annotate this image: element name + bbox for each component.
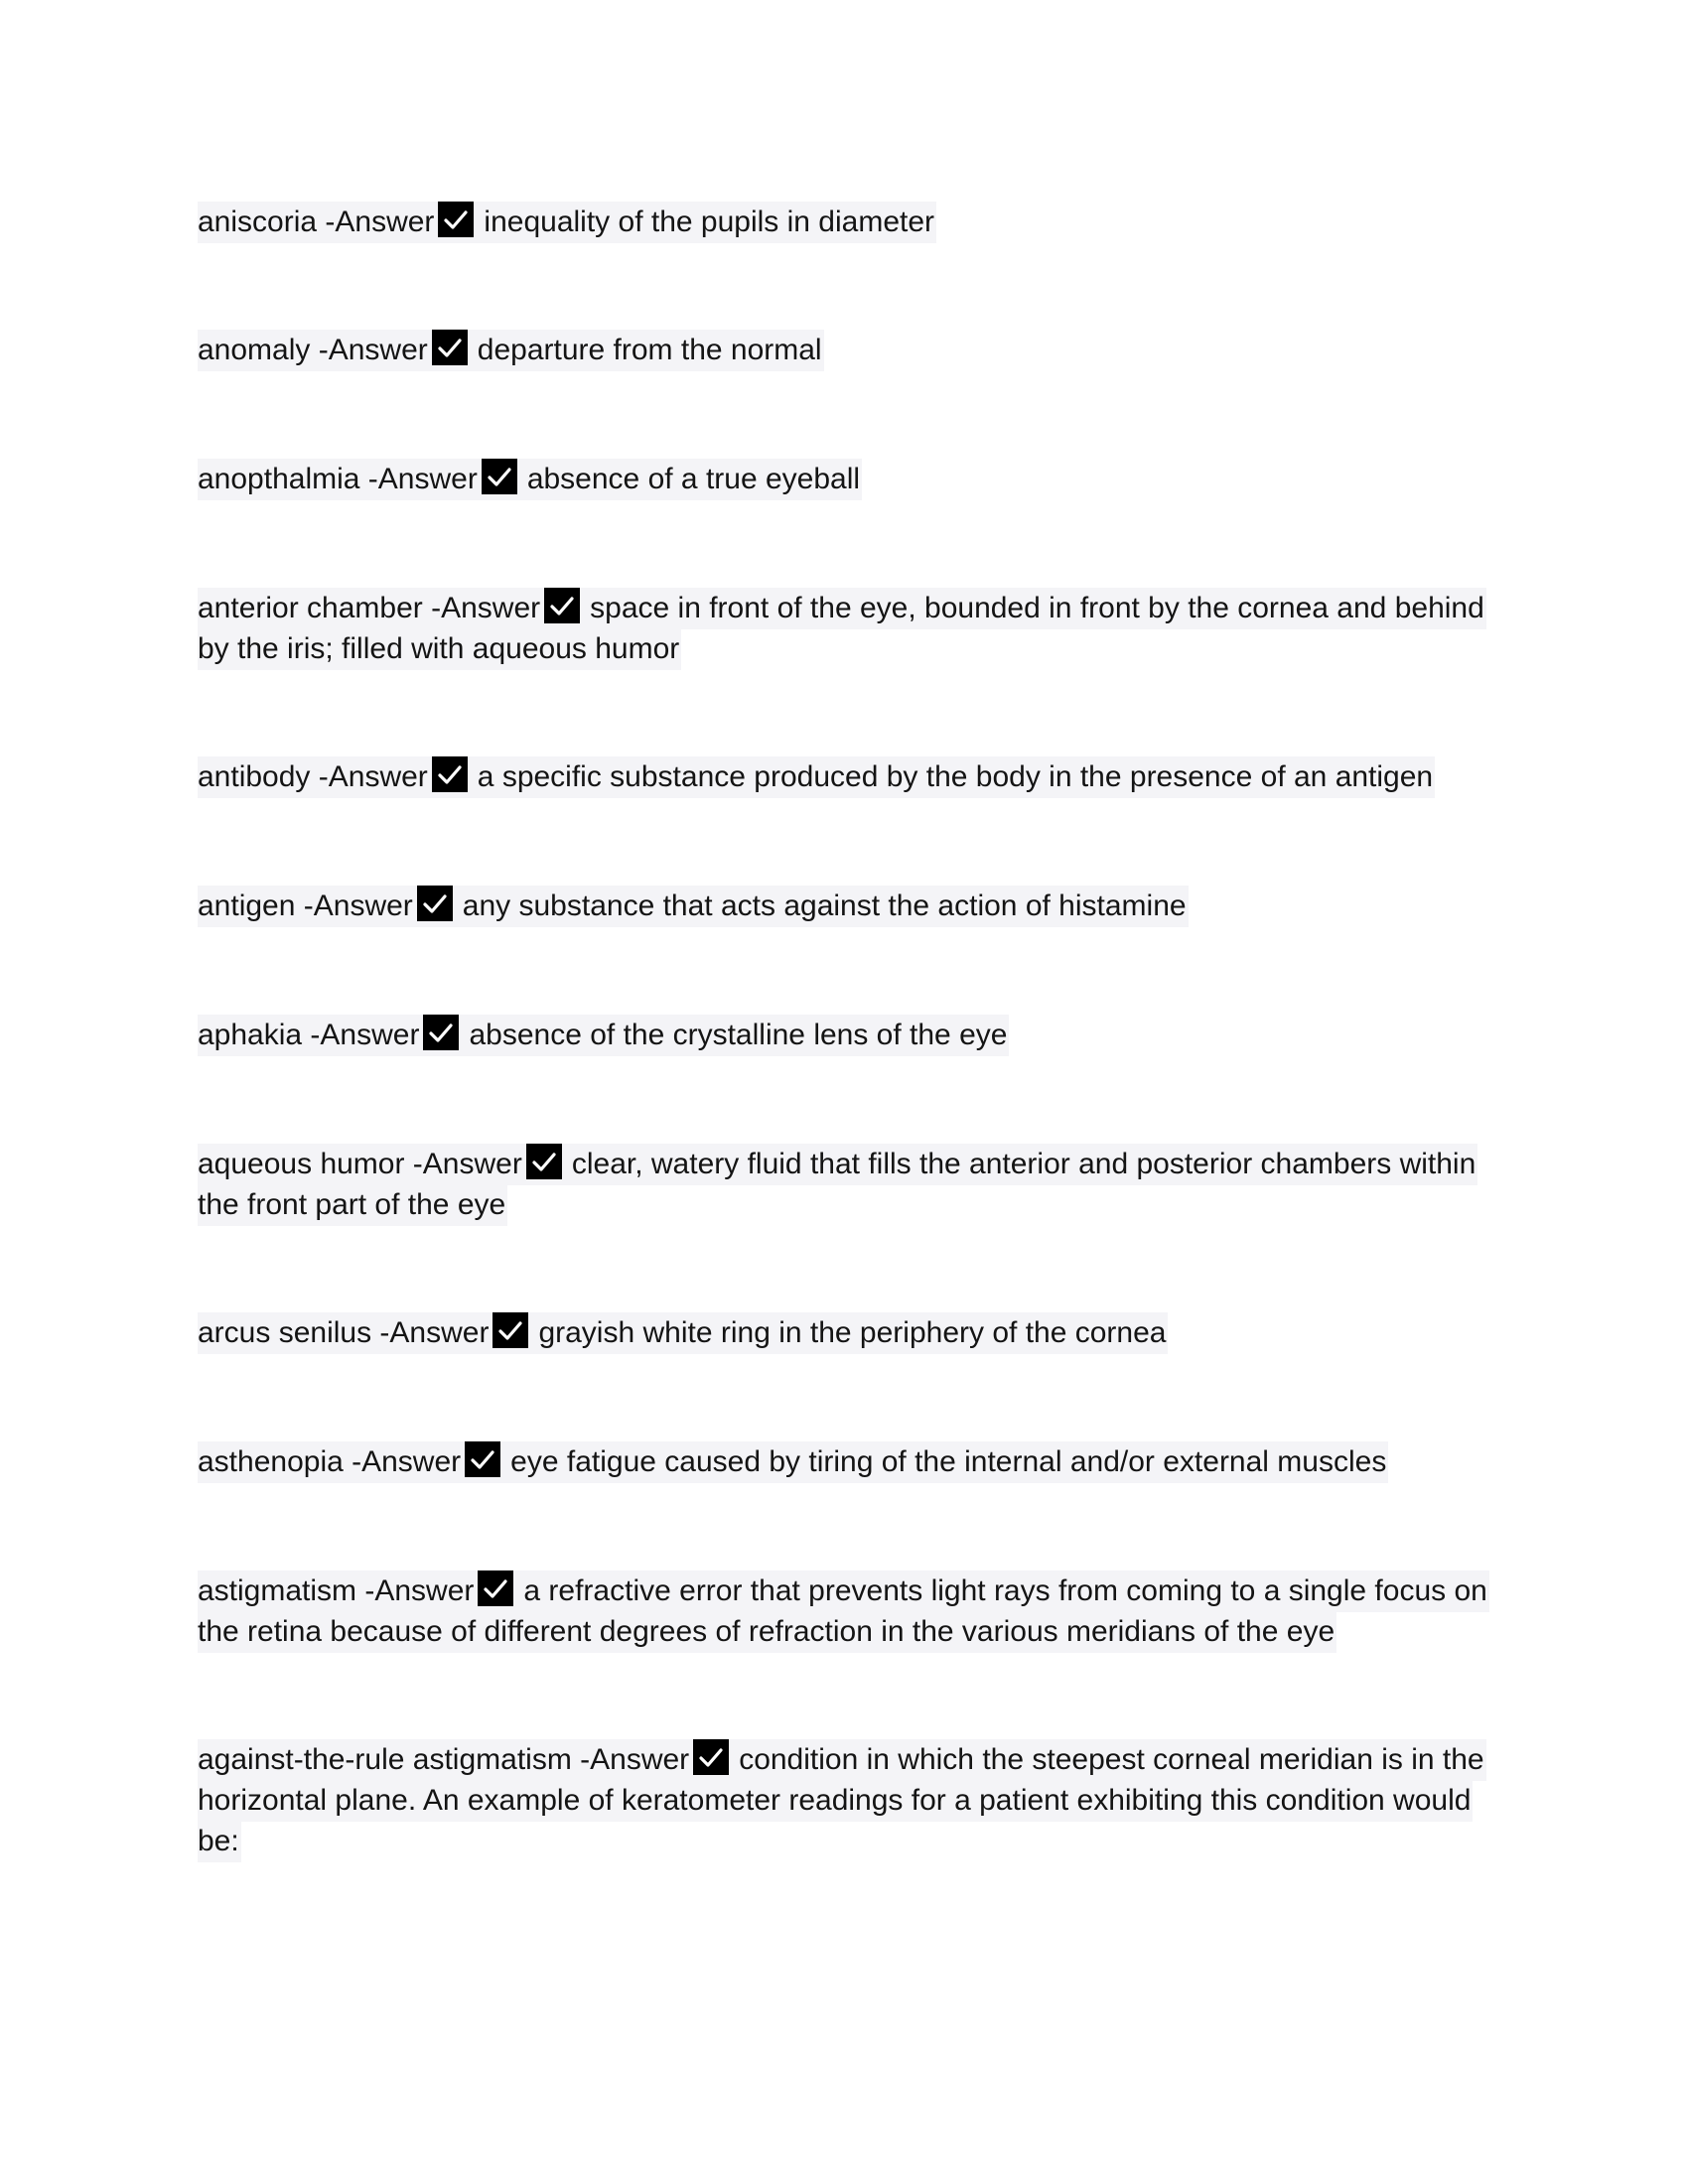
entry-definition: eye fatigue caused by tiring of the internal and/or external muscles (510, 1445, 1387, 1478)
entry-definition: clear, watery fluid that fills the anterior and posterior chambers within the front part of the eye (198, 1148, 1477, 1221)
glossary-entry-aphakia (198, 1015, 1488, 1055)
glossary-entry-against-the-rule-astigmatism (198, 1739, 1488, 1861)
check-box-icon (693, 1739, 729, 1775)
entry-term: aniscoria -Answer (198, 205, 435, 238)
glossary-entry-aqueous-humor (198, 1144, 1488, 1225)
entry-term: aphakia -Answer (198, 1019, 420, 1051)
entry-term: arcus senilus -Answer (198, 1316, 490, 1349)
glossary-entry-arcus-senilus (198, 1312, 1488, 1353)
glossary-entry-antigen (198, 886, 1488, 926)
entry-definition: inequality of the pupils in diameter (484, 205, 935, 238)
entry-term: anomaly -Answer (198, 334, 428, 366)
check-box-icon (465, 1441, 500, 1477)
entry-definition: absence of the crystalline lens of the eye (469, 1019, 1008, 1051)
entry-term: aqueous humor -Answer (198, 1148, 522, 1180)
glossary-entry-aniscoria (198, 202, 1488, 242)
check-box-icon (423, 1015, 459, 1050)
check-box-icon (478, 1570, 513, 1606)
glossary-entry-asthenopia (198, 1441, 1488, 1482)
check-box-icon (492, 1312, 528, 1348)
entry-term: antigen -Answer (198, 889, 413, 922)
entry-definition: a refractive error that prevents light rays from coming to a single focus on the retina because of different degrees of refraction in the various meridians of the eye (198, 1574, 1487, 1648)
check-box-icon (482, 459, 517, 494)
entry-term: asthenopia -Answer (198, 1445, 462, 1478)
check-box-icon (417, 886, 453, 921)
check-box-icon (544, 588, 580, 623)
check-box-icon (526, 1144, 562, 1179)
entry-definition: departure from the normal (477, 334, 822, 366)
entry-definition: condition in which the steepest corneal meridian is in the horizontal plane. An example of keratometer readings for a patient exhibiting this condition would be: (198, 1743, 1484, 1857)
check-box-icon (432, 756, 468, 792)
entry-term: against-the-rule astigmatism -Answer (198, 1743, 690, 1776)
entry-definition: grayish white ring in the periphery of the cornea (538, 1316, 1167, 1349)
entry-definition: any substance that acts against the action of histamine (462, 889, 1187, 922)
entry-term: antibody -Answer (198, 760, 428, 793)
glossary-entry-anomaly (198, 330, 1488, 370)
entry-term: anterior chamber -Answer (198, 592, 541, 624)
entry-term: astigmatism -Answer (198, 1574, 475, 1607)
entry-definition: space in front of the eye, bounded in front by the cornea and behind by the iris; filled with aqueous humor (198, 592, 1484, 665)
glossary-entry-anterior-chamber (198, 588, 1488, 669)
check-box-icon (432, 330, 468, 365)
entry-definition: a specific substance produced by the body in the presence of an antigen (477, 760, 1434, 793)
glossary-entry-antibody (198, 756, 1488, 797)
entry-definition: absence of a true eyeball (526, 463, 861, 495)
check-box-icon (438, 202, 474, 237)
glossary-entry-astigmatism (198, 1570, 1488, 1652)
entry-term: anopthalmia -Answer (198, 463, 478, 495)
glossary-entry-anopthalmia (198, 459, 1488, 499)
